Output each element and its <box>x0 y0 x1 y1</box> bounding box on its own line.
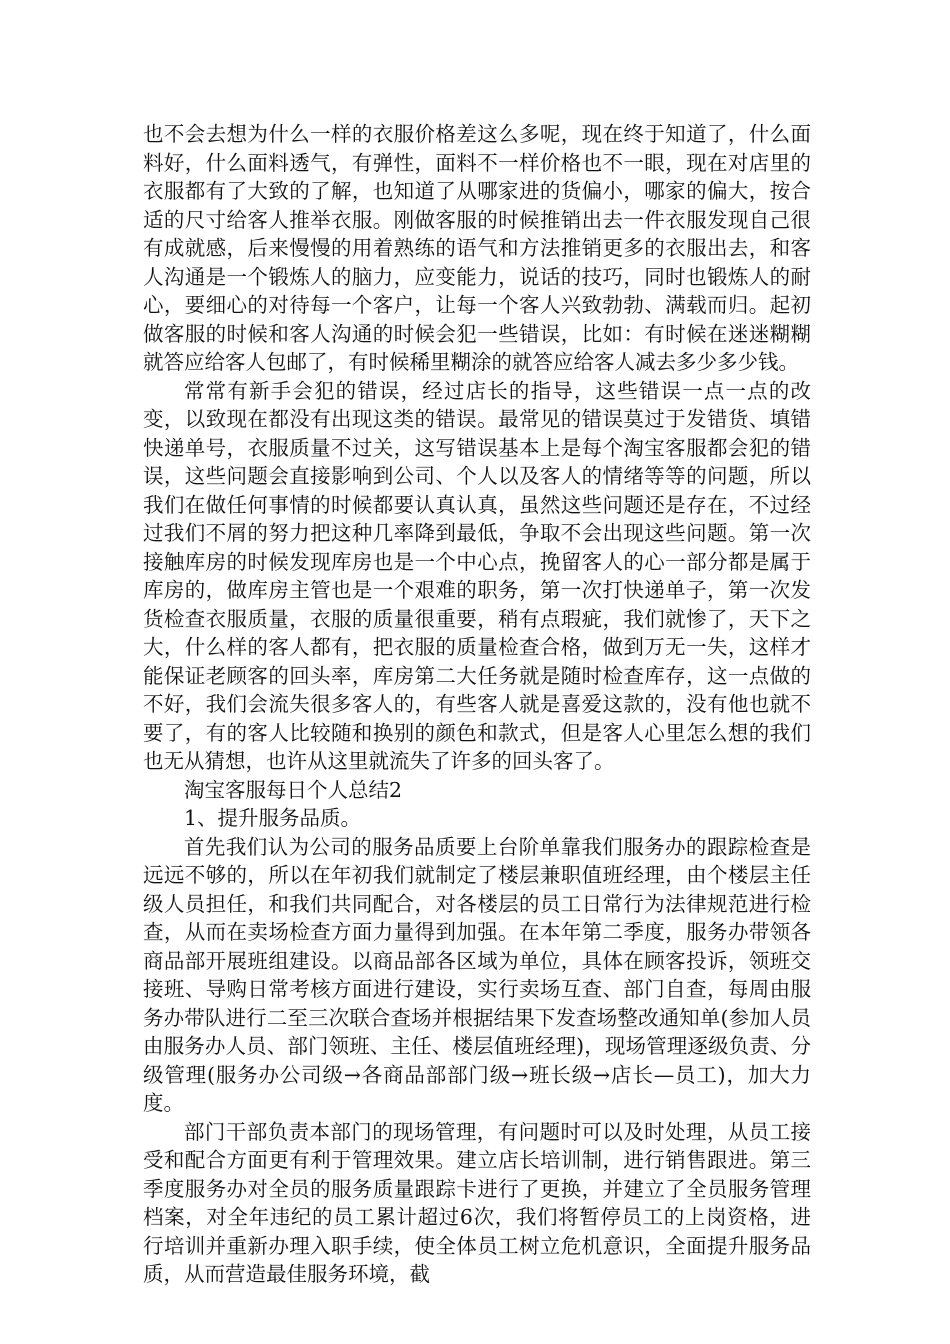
paragraph-common-mistakes: 常常有新手会犯的错误，经过店长的指导，这些错误一点一点的改变，以致现在都没有出现这类的错误。最常见的错误莫过于发错货、填错快递单号，衣服质量不过关，这写错误基本上是每个淘宝客服都会犯的错误，这些问题会直接影响到公司、个人以及客人的情绪等等的问题，所以我们在做任何事情的时候都要认真认真，虽然这些问题还是存在，不过经过我们不屑的努力把这种几率降到最低，争取不会出现这些问题。第一次接触库房的时候发现库房也是一个中心点，挽留客人的心一部分都是属于库房的，做库房主管也是一个艰难的职务，第一次打快递单子，第一次发货检查衣服质量，衣服的质量很重要，稍有点瑕疵，我们就惨了，天下之大，什么样的客人都有，把衣服的质量检查合格，做到万无一失，这样才能保证老顾客的回头率，库房第二大任务就是随时检查库存，这一点做的不好，我们会流失很多客人的，有些客人就是喜爱这款的，没有他也就不要了，有的客人比较随和换别的颜色和款式，但是客人心里怎么想的我们也无从猜想，也许从这里就流失了许多的回头客了。 <box>143 378 811 773</box>
document-page <box>143 120 811 1289</box>
section-heading: 淘宝客服每日个人总结2 <box>184 777 403 802</box>
numbered-heading-service-quality: 1、提升服务品质。 <box>184 806 362 830</box>
paragraph-service-inspection: 首先我们认为公司的服务品质要上台阶单靠我们服务办的跟踪检查是远远不够的，所以在年初我们就制定了楼层兼职值班经理，由个楼层主任级人员担任，和我们共同配合，对各楼层的员工日常行为法律规范进行检查，从而在卖场检查方面力量得到加强。在本年第二季度，服务办带领各商品部开展班组建设。以商品部各区域为单位，具体在顾客投诉，领班交接班、导购日常考核方面进行建设，实行卖场互查、部门自查，每周由服务办带队进行二至三次联合查场并根据结果下发查场整改通知单(参加人员由服务办人员、部门领班、主任、楼层值班经理)，现场管理逐级负责、分级管理(服务办公司级→各商品部部门级→班长级→店长—员工)，加大力度。 <box>143 834 811 1115</box>
paragraph-clothing-knowledge: 也不会去想为什么一样的衣服价格差这么多呢，现在终于知道了，什么面料好，什么面料透气，有弹性，面料不一样价格也不一眼，现在对店里的衣服都有了大致的了解，也知道了从哪家进的货偏小，哪家的偏大，按合适的尺寸给客人推举衣服。刚做客服的时候推销出去一件衣服发现自己很有成就感，后来慢慢的用着熟练的语气和方法推销更多的衣服出去，和客人沟通是一个锻炼人的脑力，应变能力，说话的技巧，同时也锻炼人的耐心，要细心的对待每一个客户，让每一个客人兴致勃勃、满载而归。起初做客服的时候和客人沟通的时候会犯一些错误，比如：有时候在迷迷糊糊就答应给客人包邮了，有时候稀里糊涂的就答应给客人减去多少多少钱。 <box>143 122 811 374</box>
paragraph-department-management: 部门干部负责本部门的现场管理，有问题时可以及时处理，从员工接受和配合方面更有利于管理效果。建立店长培训制，进行销售跟进。第三季度服务办对全员的服务质量跟踪卡进行了更换，并建立了全员服务管理档案，对全年违纪的员工累计超过6次，我们将暂停员工的上岗资格，进行培训并重新办理入职手续，使全体员工树立危机意识，全面提升服务品质，从而营造最佳服务环境，截 <box>143 1119 811 1286</box>
